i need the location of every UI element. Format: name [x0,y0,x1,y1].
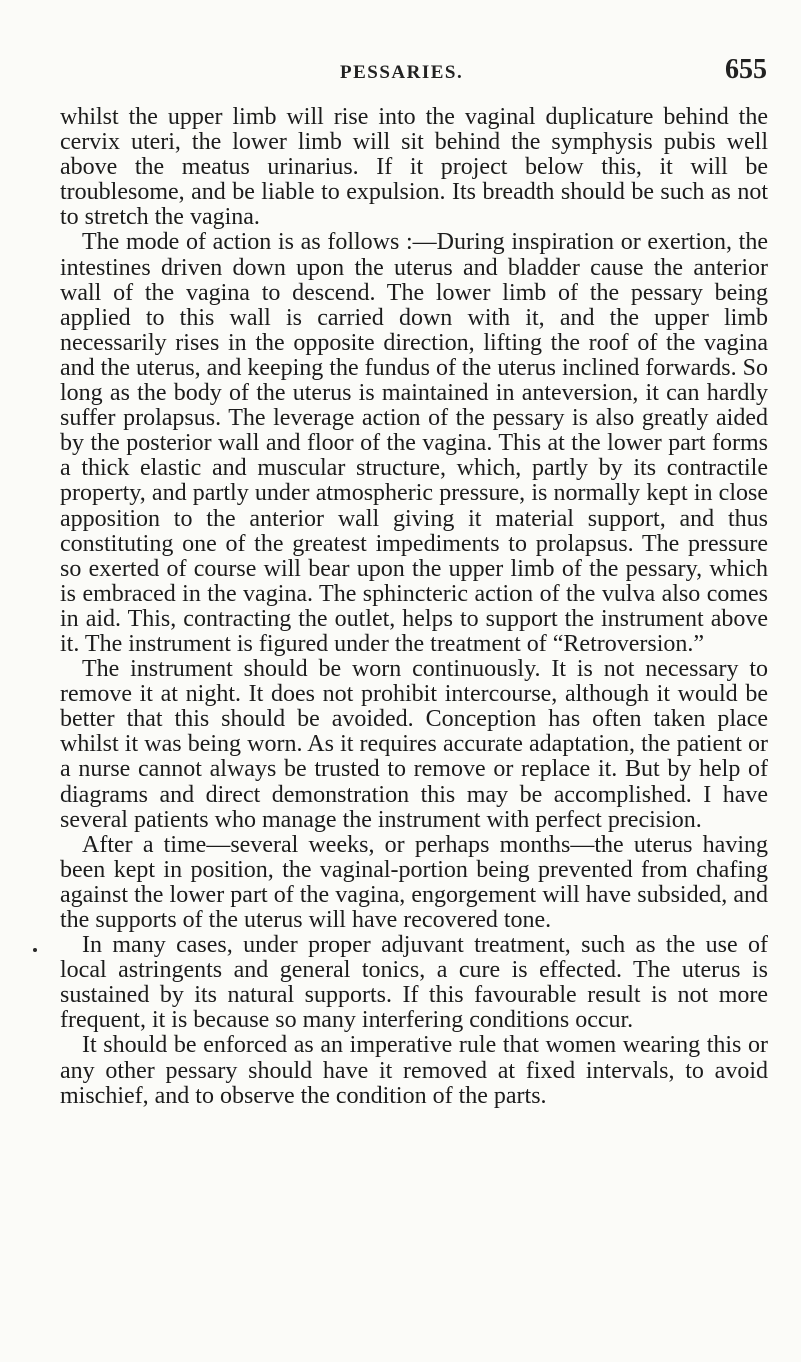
body-text [60,105,768,1109]
paragraph-after-time: After a time—several weeks, or perhaps months—the uterus having been kept in position, the vaginal-portion being prevented from chafing against the lower part of the vagina, engorgement will have subsided, and the supports of the uterus will have recovered tone. [60,831,768,933]
paragraph-cure: In many cases, under proper adjuvant treatment, such as the use of local astringents and general tonics, a cure is effected. The uterus is sustained by its natural supports. If this favourable result is not more frequent, it is because so many interfering conditions occur. [60,932,768,1034]
paragraph-wearing: The instrument should be worn continuously. It is not necessary to remove it at night. It does not prohibit intercourse, although it would be better that this should be avoided. Conception has often taken place whilst it was being worn. As it requires accurate adaptation, the patient or a nurse cannot always be trusted to remove or replace it. But by help of diagrams and direct demonstration this may be accomplished. I have several patients who manage the instrument with perfect precision. [60,656,768,833]
paragraph-imperative-rule: It should be enforced as an imperative rule that women wearing this or any other pessary should have it removed at fixed intervals, to avoid mischief, and to observe the condition of the parts. [60,1032,768,1109]
page-number: 655 [725,54,767,85]
running-title: PESSARIES. [340,62,464,83]
margin-dot [33,948,37,952]
paragraph-continuation: whilst the upper limb will rise into the vaginal duplicature behind the cervix uteri, the lower limb will sit behind the symphysis pubis well above the meatus urinarius. If it project below this, it will be troublesome, and be liable to expulsion. Its breadth should be such as not to stretch the vagina. [60,104,768,231]
running-header [0,52,801,92]
paragraph-mode-of-action: The mode of action is as follows :—During inspiration or exertion, the intestines driven down upon the uterus and bladder cause the anterior wall of the vagina to descend. The lower limb of the pessary being applied to this wall is carried down with it, and the upper limb necessarily rises in the opposite direction, lifting the roof of the vagina and the uterus, and keeping the fundus of the uterus inclined forwards. So long as the body of the uterus is maintained in anteversion, it can hardly suffer prolapsus. The leverage action of the pessary is also greatly aided by the posterior wall and floor of the vagina. This at the lower part forms a thick elastic and muscular structure, which, partly by its contractile property, and partly under atmospheric pressure, is normally kept in close apposition to the anterior wall giving it material support, and thus constituting one of the greatest impediments to prolapsus. The pressure so exerted of course will bear upon the upper limb of the pessary, which is embraced in the vagina. The sphincteric action of the vulva also comes in aid. This, contracting the outlet, helps to support the instrument above it. The instrument is figured under the treatment of “Retroversion.” [60,229,768,657]
